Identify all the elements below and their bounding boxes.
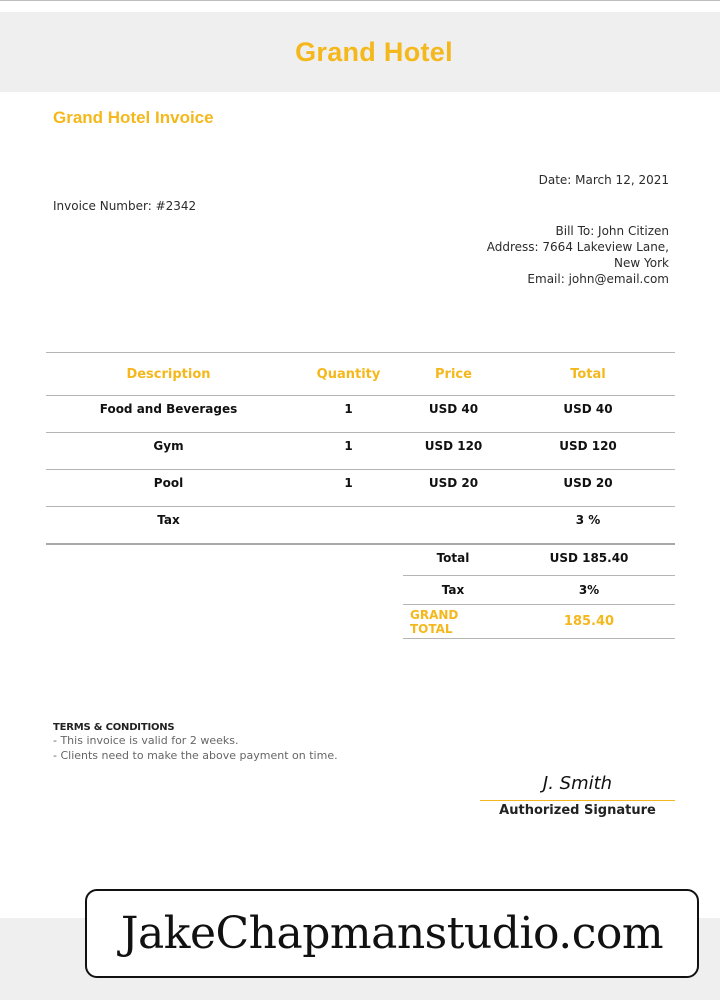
table-row xyxy=(46,470,675,507)
row-description: Food and Beverages xyxy=(99,402,238,416)
bill-to-block xyxy=(487,223,669,287)
row-total: USD 20 xyxy=(563,476,613,490)
invoice-title: Grand Hotel Invoice xyxy=(53,108,214,127)
bill-to-email: Email: john@email.com xyxy=(527,272,669,286)
bill-to-name: Bill To: John Citizen xyxy=(555,224,669,238)
column-header-description: Description xyxy=(126,366,211,382)
signature-label: Authorized Signature xyxy=(499,803,656,818)
column-header-total: Total xyxy=(570,366,606,382)
row-total: 3 % xyxy=(575,513,601,527)
summary-total-value: USD 185.40 xyxy=(549,551,629,565)
summary-row-grand-total xyxy=(403,605,675,639)
column-header-quantity: Quantity xyxy=(316,366,381,382)
summary-row-total xyxy=(403,541,675,576)
watermark-text: JakeChapmanstudio.com xyxy=(120,908,664,959)
watermark-box xyxy=(85,889,699,978)
grand-total-value: 185.40 xyxy=(563,614,615,629)
signature-line xyxy=(480,800,675,801)
row-description: Tax xyxy=(157,513,180,527)
summary-table xyxy=(403,541,675,639)
terms-title: TERMS & CONDITIONS xyxy=(53,722,175,733)
row-price: USD 20 xyxy=(428,476,479,490)
row-total: USD 120 xyxy=(559,439,617,453)
table-row xyxy=(46,507,675,545)
row-price: USD 120 xyxy=(424,439,483,453)
table-row xyxy=(46,396,675,433)
summary-total-label: Total xyxy=(436,551,470,565)
invoice-number: Invoice Number: #2342 xyxy=(53,199,197,213)
row-description: Pool xyxy=(153,476,184,490)
terms-section xyxy=(53,722,338,763)
summary-row-tax xyxy=(403,576,675,605)
row-price: USD 40 xyxy=(428,402,479,416)
signature-name: J. Smith xyxy=(542,773,613,794)
row-quantity: 1 xyxy=(344,402,353,416)
invoice-date: Date: March 12, 2021 xyxy=(538,173,669,187)
table-row xyxy=(46,433,675,470)
row-quantity: 1 xyxy=(344,476,353,490)
table-header-row xyxy=(46,353,675,396)
summary-tax-label: Tax xyxy=(441,583,465,597)
grand-total-label: GRAND TOTAL xyxy=(410,607,459,636)
row-total: USD 40 xyxy=(563,402,613,416)
terms-line: - Clients need to make the above payment on time. xyxy=(53,749,338,762)
row-description: Gym xyxy=(153,439,184,453)
bill-to-address-line2: New York xyxy=(614,256,669,270)
items-table xyxy=(46,352,675,545)
header-band xyxy=(0,12,720,92)
hotel-name: Grand Hotel xyxy=(295,36,453,67)
column-header-price: Price xyxy=(435,366,472,382)
bill-to-address-line1: Address: 7664 Lakeview Lane, xyxy=(486,240,669,254)
top-divider xyxy=(0,0,720,1)
row-quantity: 1 xyxy=(344,439,353,453)
summary-tax-value: 3% xyxy=(578,583,600,597)
terms-line: - This invoice is valid for 2 weeks. xyxy=(53,734,239,747)
